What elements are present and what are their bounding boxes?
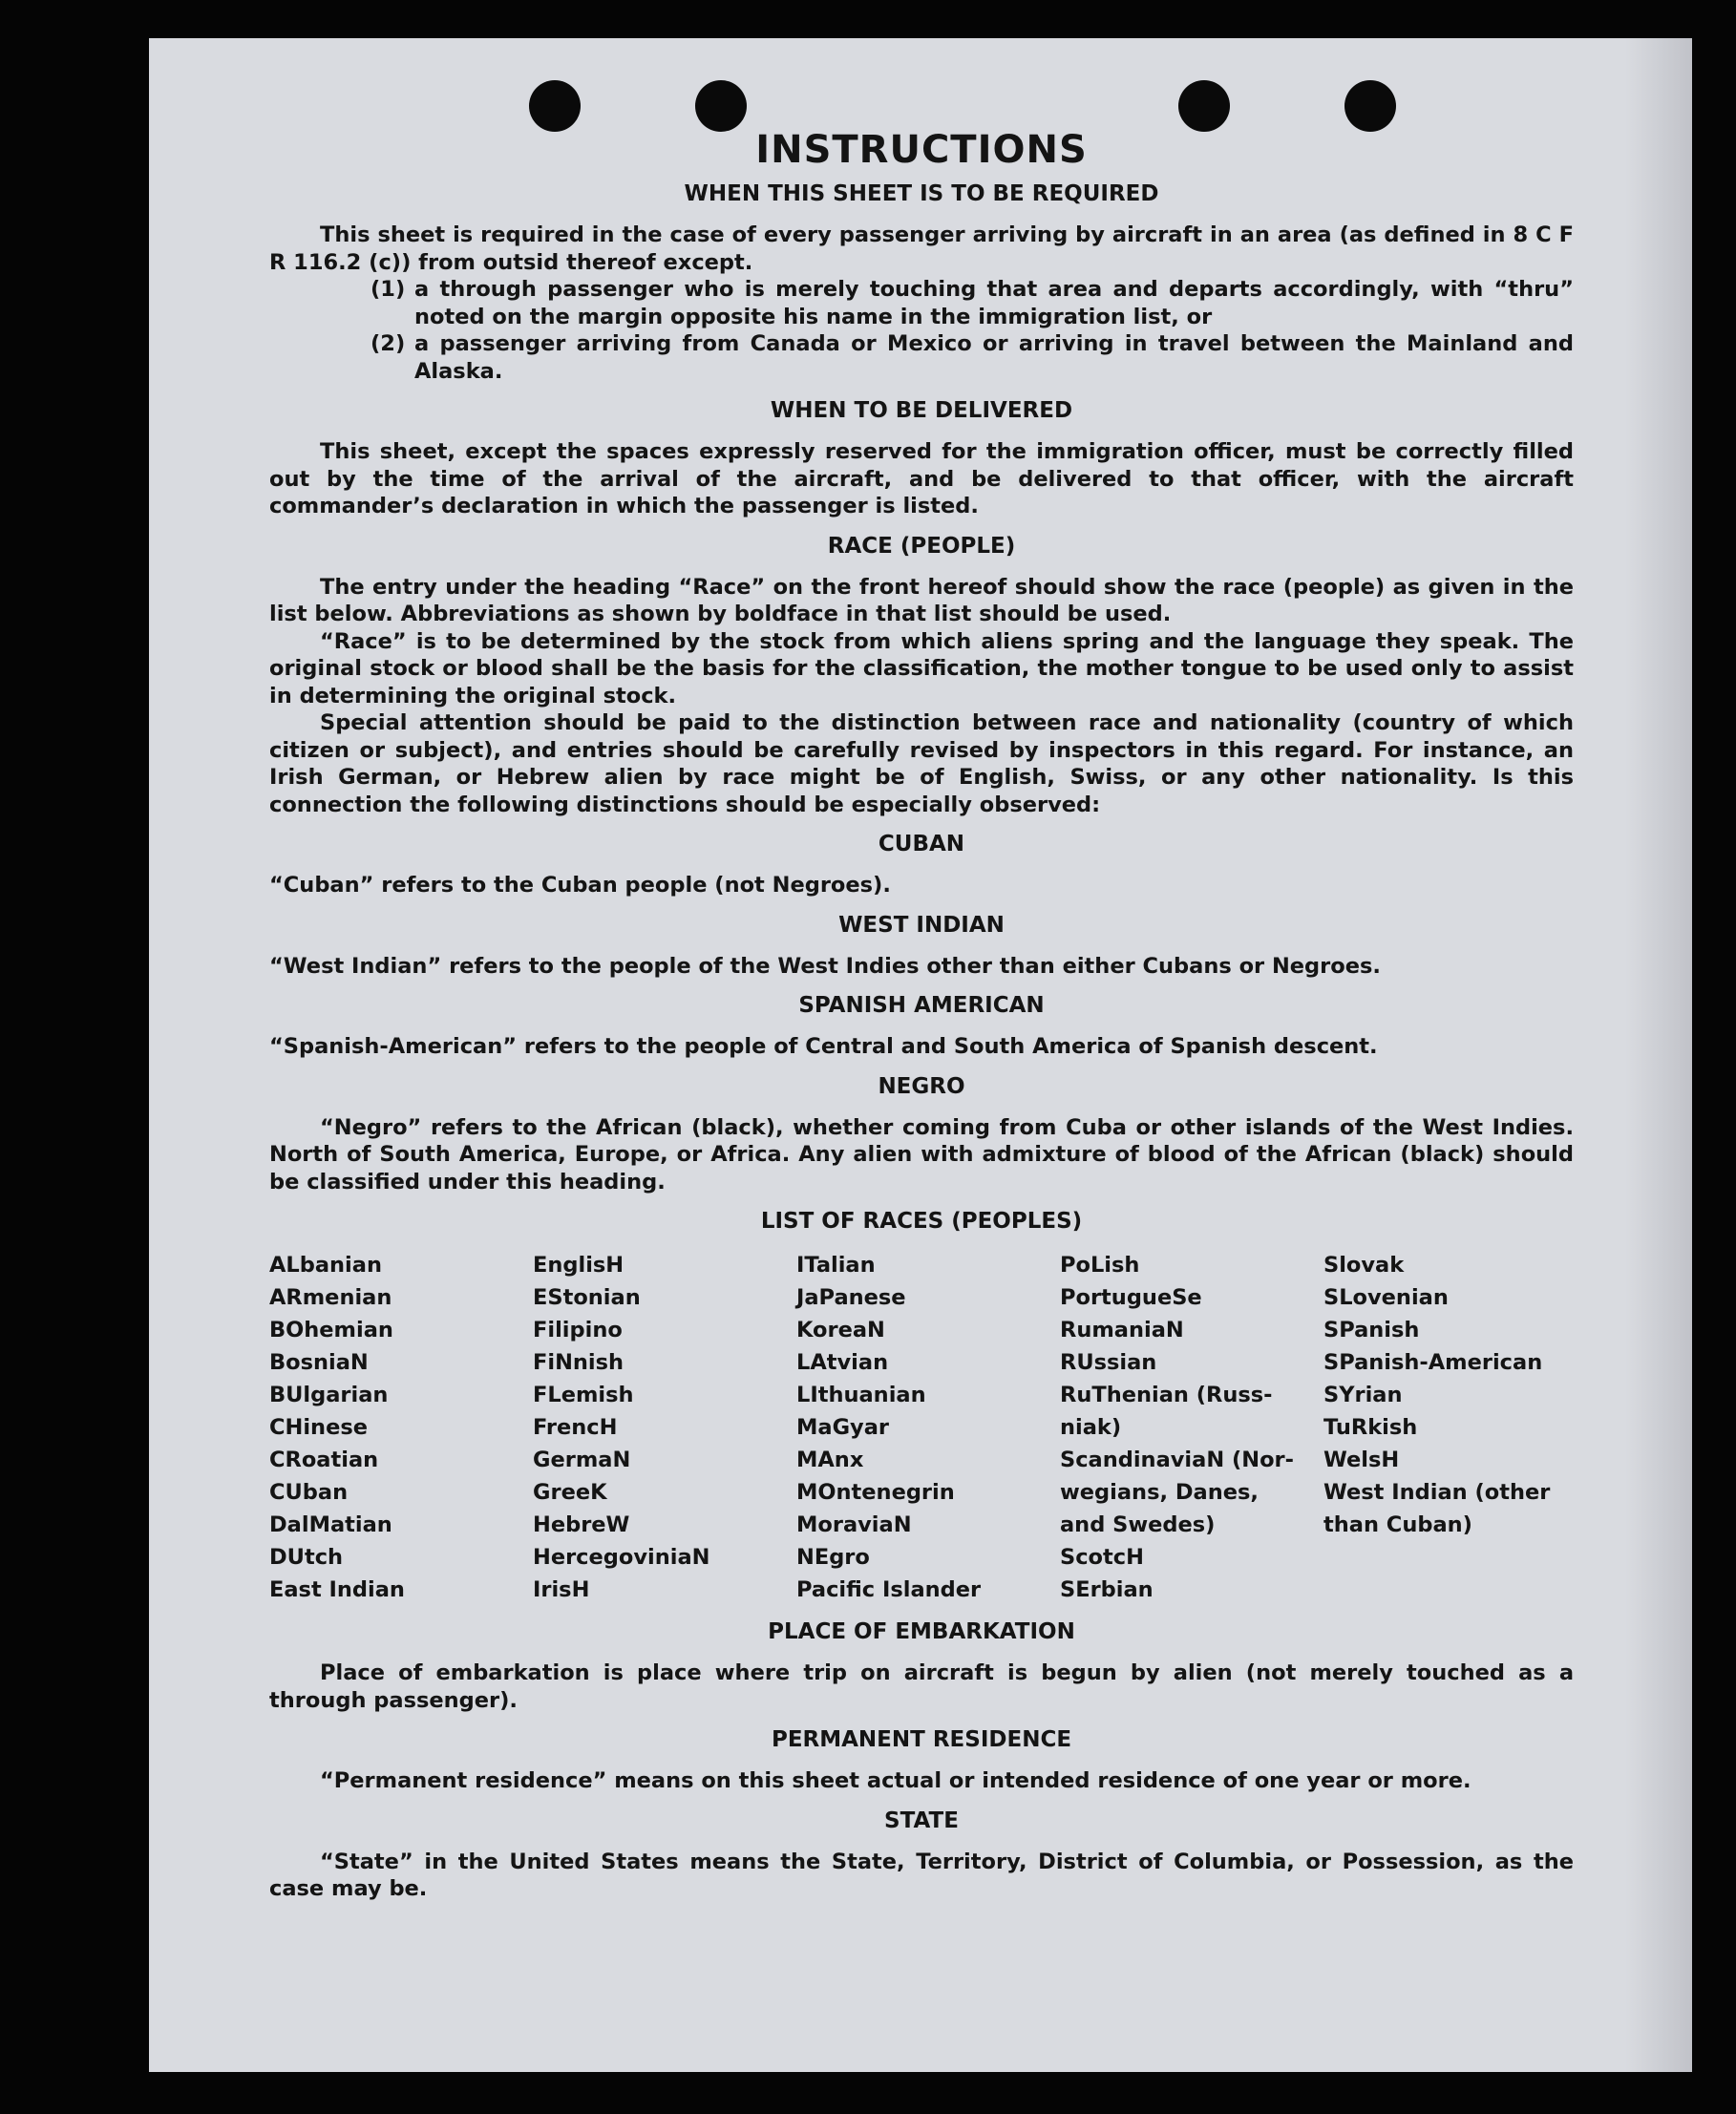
race-item: TuRkish: [1323, 1415, 1418, 1440]
race-item: RUssian: [1060, 1350, 1157, 1375]
race-item: RuThenian (Russ-: [1060, 1383, 1273, 1407]
race-item: West Indian (other: [1323, 1480, 1551, 1505]
race-item: EnglisH: [533, 1253, 625, 1278]
race-item: ScandinaviaN (Nor-: [1060, 1448, 1294, 1472]
races-column-1: [269, 1249, 533, 1606]
para-state: “State” in the United States means the State, Territory, District of Columbia, or Possession, as the case may be.: [269, 1849, 1574, 1901]
race-item: FiNnish: [533, 1350, 625, 1375]
heading-place-of-embarkation: PLACE OF EMBARKATION: [768, 1619, 1075, 1644]
punch-hole-1: [529, 80, 581, 132]
race-item: SYrian: [1323, 1383, 1403, 1407]
heading-cuban: CUBAN: [878, 832, 965, 856]
race-item: EStonian: [533, 1285, 641, 1310]
para-west-indian: “West Indian” refers to the people of the West Indies other than either Cubans or Negroes.: [269, 953, 1381, 979]
heading-when-delivered: WHEN TO BE DELIVERED: [770, 398, 1073, 423]
para-cuban: “Cuban” refers to the Cuban people (not Negroes).: [269, 873, 891, 898]
race-item: LIthuanian: [796, 1383, 926, 1407]
race-item: CHinese: [269, 1415, 368, 1440]
page-title: INSTRUCTIONS: [755, 128, 1088, 172]
heading-west-indian: WEST INDIAN: [838, 912, 1005, 938]
race-item: SLovenian: [1323, 1285, 1449, 1310]
race-item: BOhemian: [269, 1318, 393, 1342]
race-item: HebreW: [533, 1512, 630, 1537]
race-item: MoraviaN: [796, 1512, 912, 1537]
race-item: CUban: [269, 1480, 349, 1505]
races-column-5: [1323, 1249, 1587, 1606]
race-item-continued: and Swedes): [1060, 1512, 1216, 1537]
punch-hole-2: [695, 80, 747, 132]
race-item: MAnx: [796, 1448, 864, 1472]
exception-item-2: [370, 330, 1574, 385]
race-item: ALbanian: [269, 1253, 382, 1278]
instructions-content: [269, 126, 1574, 1903]
race-item: PoLish: [1060, 1253, 1140, 1278]
para-spanish-american: “Spanish-American” refers to the people of Central and South America of Spanish descent.: [269, 1034, 1378, 1059]
para-when-delivered: This sheet, except the spaces expressly reserved for the immigration officer, must be correctly filled out by the time of the arrival of the aircraft, and be delivered to that officer, with the aircraft commander’s declaration in which the passenger is listed.: [269, 439, 1574, 518]
race-item: JaPanese: [796, 1285, 906, 1310]
race-item-continued: than Cuban): [1323, 1512, 1472, 1537]
race-item: Slovak: [1323, 1253, 1405, 1278]
heading-race: RACE (PEOPLE): [827, 533, 1016, 559]
race-item: East Indian: [269, 1577, 405, 1602]
race-item: RumaniaN: [1060, 1318, 1184, 1342]
heading-state: STATE: [884, 1807, 959, 1833]
race-item: GermaN: [533, 1448, 631, 1472]
races-list: [269, 1249, 1574, 1606]
race-item: SPanish-American: [1323, 1350, 1543, 1375]
race-item: FrencH: [533, 1415, 618, 1440]
race-item: BUlgarian: [269, 1383, 389, 1407]
race-item: HercegoviniaN: [533, 1545, 710, 1570]
para-place-of-embarkation: Place of embarkation is place where trip on aircraft is begun by alien (not merely touched as a through passenger).: [269, 1660, 1574, 1713]
race-item: IrisH: [533, 1577, 590, 1602]
races-column-3: [796, 1249, 1060, 1606]
heading-spanish-american: SPANISH AMERICAN: [798, 993, 1045, 1018]
race-item: LAtvian: [796, 1350, 889, 1375]
punch-hole-3: [1178, 80, 1230, 132]
race-item: GreeK: [533, 1480, 607, 1505]
races-column-2: [533, 1249, 796, 1606]
race-item: ScotcH: [1060, 1545, 1144, 1570]
race-item: ITalian: [796, 1253, 876, 1278]
para-race-1: The entry under the heading “Race” on the front hereof should show the race (people) as given in the list below. Abbreviations as shown by boldface in that list should be used.: [269, 574, 1574, 626]
race-item: PortugueSe: [1060, 1285, 1202, 1310]
para-race-3: Special attention should be paid to the distinction between race and nationality (country of which citizen or subject), and entries should be carefully revised by inspectors in this regard. For instance, an Irish German, or Hebrew alien by race might be of English, Swiss, or any other nationality. Is this connection the following distinctions should be especially observed:: [269, 710, 1574, 817]
race-item: SPanish: [1323, 1318, 1420, 1342]
race-item: KoreaN: [796, 1318, 885, 1342]
para-when-required: This sheet is required in the case of every passenger arriving by aircraft in an area (as defined in 8 C F R 116.2 (c)) from outsid thereof except.: [269, 222, 1574, 275]
race-item: BosniaN: [269, 1350, 369, 1375]
race-item: DalMatian: [269, 1512, 392, 1537]
exception-text: a passenger arriving from Canada or Mexico or arriving in travel between the Mainland and Alaska.: [414, 331, 1574, 384]
para-negro: “Negro” refers to the African (black), whether coming from Cuba or other islands of the West Indies. North of South America, Europe, or Africa. Any alien with admixture of blood of the African (black) should be classified under this heading.: [269, 1114, 1574, 1194]
race-item: Filipino: [533, 1318, 623, 1342]
heading-negro: NEGRO: [878, 1073, 965, 1099]
race-item: WelsH: [1323, 1448, 1400, 1472]
race-item: NEgro: [796, 1545, 870, 1570]
exception-item-1: [370, 276, 1574, 330]
race-item: ARmenian: [269, 1285, 392, 1310]
race-item: MaGyar: [796, 1415, 889, 1440]
punch-hole-4: [1344, 80, 1396, 132]
exception-number: (2): [370, 331, 406, 356]
race-item: DUtch: [269, 1545, 344, 1570]
exception-number: (1): [370, 277, 406, 302]
race-item: CRoatian: [269, 1448, 379, 1472]
exception-text: a through passenger who is merely touching that area and departs accordingly, with “thru” noted on the margin opposite his name in the immigration list, or: [414, 277, 1574, 329]
para-permanent-residence: “Permanent residence” means on this sheet actual or intended residence of one year or more.: [320, 1768, 1471, 1793]
para-race-2: “Race” is to be determined by the stock from which aliens spring and the language they speak. The original stock or blood shall be the basis for the classification, the mother tongue to be used only to assist in determining the original stock.: [269, 628, 1574, 708]
document-page: [149, 38, 1692, 2072]
race-item-continued: wegians, Danes,: [1060, 1480, 1259, 1505]
heading-list-of-races: LIST OF RACES (PEOPLES): [760, 1209, 1083, 1234]
heading-permanent-residence: PERMANENT RESIDENCE: [771, 1727, 1072, 1752]
race-item: SErbian: [1060, 1577, 1154, 1602]
race-item: MOntenegrin: [796, 1480, 955, 1505]
race-item-continued: niak): [1060, 1415, 1122, 1440]
race-item: FLemish: [533, 1383, 634, 1407]
race-item: Pacific Islander: [796, 1577, 982, 1602]
races-column-4: [1060, 1249, 1323, 1606]
heading-when-required: WHEN THIS SHEET IS TO BE REQUIRED: [684, 181, 1159, 206]
